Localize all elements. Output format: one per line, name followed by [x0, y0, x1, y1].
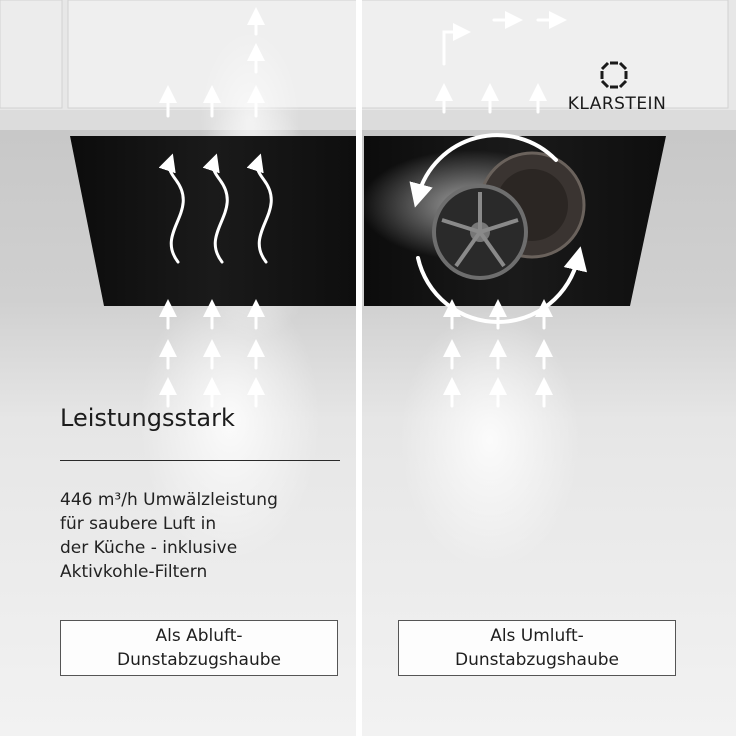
description: [60, 488, 360, 584]
recirculation-mode-line-1: Als Umluft-: [490, 626, 584, 646]
exhaust-mode-line-1: Als Abluft-: [155, 626, 243, 646]
panel-divider: [356, 0, 362, 736]
exhaust-mode-label: [60, 620, 338, 676]
recirculation-mode-line-2: Dunstabzugshaube: [455, 650, 619, 670]
headline: Leistungsstark: [60, 404, 235, 432]
description-line: Aktivkohle-Filtern: [60, 562, 208, 582]
brand-name: KLARSTEIN: [567, 94, 667, 114]
headline-divider: [60, 460, 340, 461]
description-line: der Küche - inklusive: [60, 538, 238, 558]
klarstein-logo-icon: [599, 60, 629, 90]
brand: [552, 60, 682, 120]
description-line: für saubere Luft in: [60, 514, 217, 534]
exhaust-mode-line-2: Dunstabzugshaube: [117, 650, 281, 670]
fan-icon: [434, 186, 526, 278]
recirculation-mode-label: [398, 620, 676, 676]
description-line: 446 m³/h Umwälzleistung: [60, 490, 278, 510]
